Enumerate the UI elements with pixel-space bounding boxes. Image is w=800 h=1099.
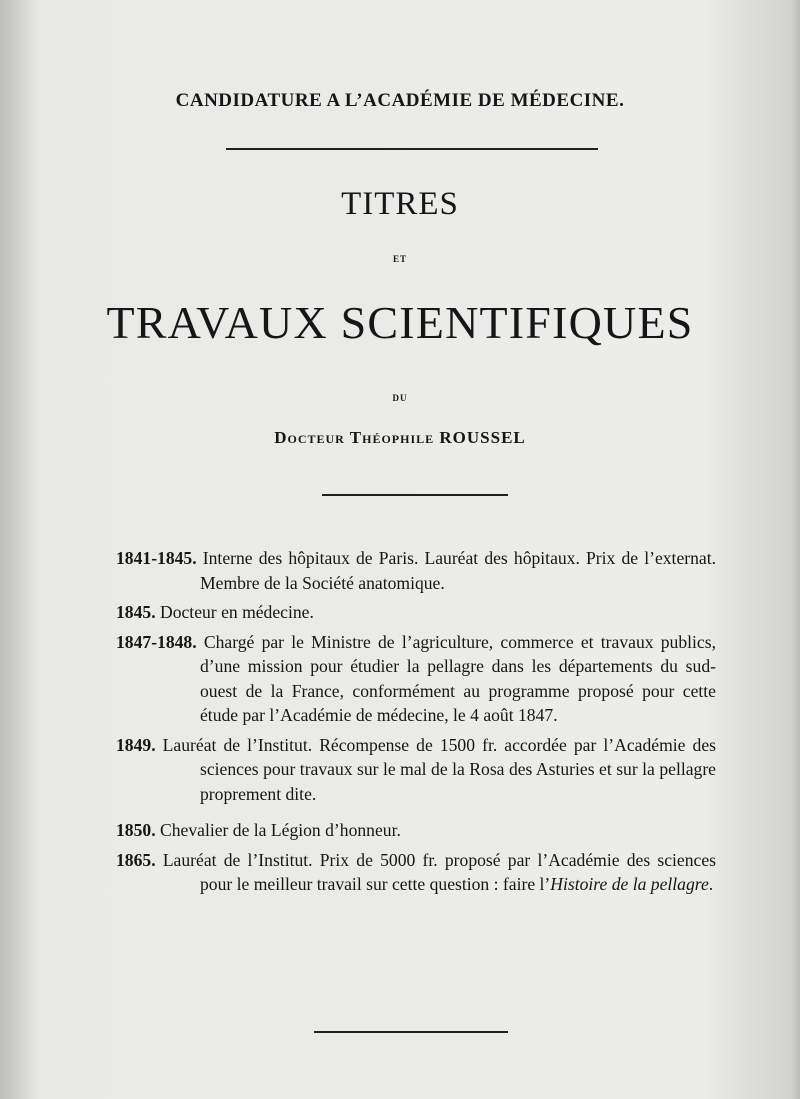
travaux-title: TRAVAUX SCIENTIFIQUES	[106, 297, 694, 348]
author-name: Docteur Théophile ROUSSEL	[274, 428, 526, 447]
entry-text: Lauréat de l’Institut. Prix de 5000 fr. proposé par l’Académie des sciences pour le meilleur travail sur cette question : faire l’	[162, 849, 716, 894]
entry-tail: .	[708, 874, 714, 894]
du-connector: DU	[392, 393, 408, 403]
career-list	[116, 546, 716, 902]
entry-text: Interne des hôpitaux de Paris. Lauréat des hôpitaux. Prix de l’externat. Membre de la Société anatomique.	[200, 548, 717, 593]
entry-italic-title: Histoire de la pellagre	[550, 874, 709, 894]
entry-years: 1841-1845.	[116, 548, 197, 568]
entry-text: Chevalier de la Légion d’honneur.	[160, 820, 401, 840]
top-rule	[226, 148, 598, 150]
et-connector: ET	[392, 254, 407, 264]
list-item	[116, 546, 716, 595]
list-item	[116, 818, 716, 843]
entry-text: Chargé par le Ministre de l’agriculture, commerce et travaux publics, d’une mission pour étudier la pellagre dans les départements du sud-ouest de la France, conformément au programme proposé pour cette étude par l’Académie de médecine, le 4 août 1847.	[200, 631, 716, 725]
titres-heading: TITRES	[341, 186, 459, 222]
entry-years: 1847-1848.	[116, 631, 197, 652]
entry-text: Lauréat de l’Institut. Récompense de 1500 fr. accordée par l’Académie des sciences pour travaux sur le mal de la Rosa des Asturies et sur la pellagre proprement dite.	[162, 734, 716, 804]
list-item	[116, 630, 716, 728]
candidature-heading: CANDIDATURE A L’ACADÉMIE DE MÉDECINE.	[175, 90, 625, 111]
entry-years: 1850.	[116, 820, 156, 840]
entry-years: 1865.	[116, 849, 156, 870]
author-rule	[322, 494, 508, 496]
entry-years: 1845.	[116, 602, 156, 622]
list-item	[116, 733, 716, 807]
list-item	[116, 600, 716, 625]
bottom-rule	[314, 1031, 508, 1033]
entry-years: 1849.	[116, 734, 156, 755]
entry-text: Docteur en médecine.	[160, 602, 314, 622]
list-item	[116, 848, 716, 897]
